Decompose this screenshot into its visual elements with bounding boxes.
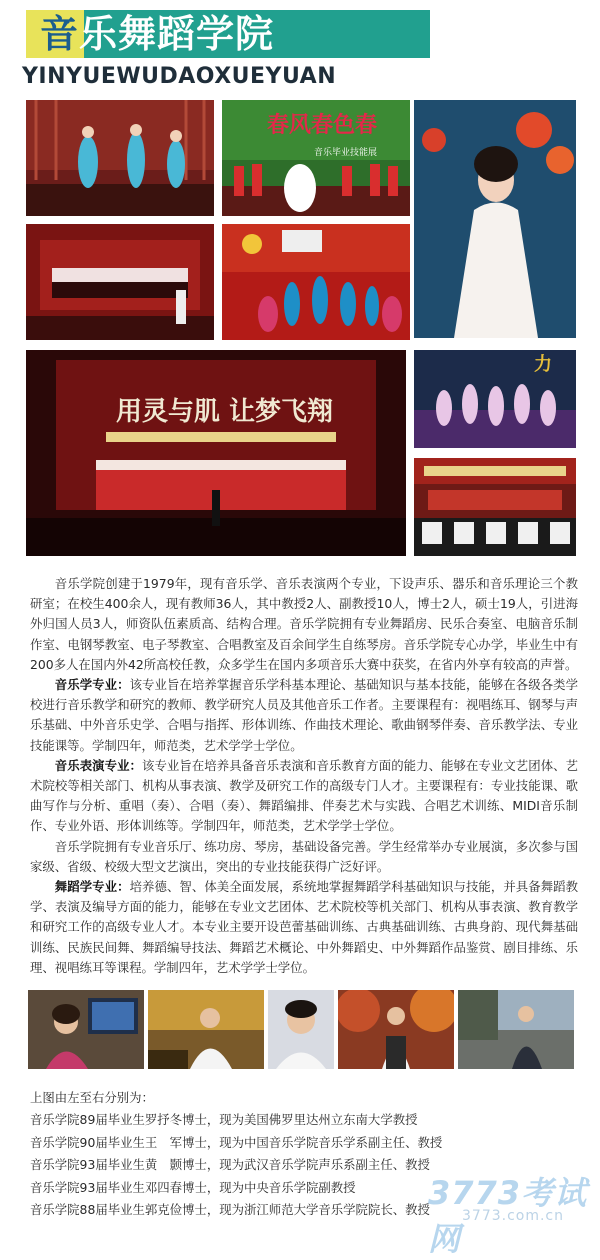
facilities-paragraph: 音乐学院拥有专业音乐厅、练功房、琴房，基础设备完善。学生经常举办专业展演，多次参与国家级、省级、校级大型文艺演出，突出的专业技能获得广泛好评。	[30, 838, 578, 874]
photo-dancers-stage	[26, 100, 214, 216]
photo-grand-choir-concert	[26, 350, 406, 556]
performance-paragraph	[30, 756, 578, 837]
alumni-photo-5	[458, 990, 574, 1069]
photo-banner-text: 春风春色春	[267, 113, 378, 138]
alumni-photo-2	[148, 990, 264, 1069]
alumni-photo-4	[338, 990, 454, 1069]
description-text	[30, 574, 578, 978]
page-title	[40, 11, 274, 57]
watermark-logo-text: 3773考试网	[428, 1174, 588, 1258]
intro-paragraph: 音乐学院创建于1979年，现有音乐学、音乐表演两个专业，下设声乐、器乐和音乐理论三个教研室；在校生400余人，现有教师36人，其中教授2人、副教授10人，博士2人，硕士19人，引进海外归国人员3人，师资队伍素质高、结构合理。音乐学院拥有专业舞蹈房、民乐合奏室、电脑音乐制作室、电钢琴教室、电子琴教室、合唱教室及百余间学生自练琴房。音乐学院专心办学，毕业生中有200多人在国内外42所高校任教，众多学生在国内多项音乐大赛中获奖，在省内外享有较高的声誉。	[30, 576, 578, 672]
title-rest: 乐舞蹈学院	[79, 12, 275, 56]
photo-banner-subtitle: 音乐毕业技能展	[314, 148, 378, 158]
performance-text: 该专业旨在培养具备音乐表演和音乐教育方面的能力、能够在专业文艺团体、艺术院校等相关部门、机构从事表演、教学及研究工作的高级专门人才。主要课程有：专业技能课、歌曲写作与分析、重唱（奏）、合唱（奏）、舞蹈编排、伴奏艺术与实践、合唱艺术训练、MIDI音乐制作、专业外语、形体训练等。学制四年，师范类，艺术学学士学位。	[30, 757, 579, 834]
watermark-url: 3773.com.cn	[462, 1208, 564, 1224]
musicology-label: 音乐学专业：	[54, 677, 130, 693]
musicology-text: 该专业旨在培养掌握音乐学科基本理论、基础知识与基本技能，能够在各级各类学校进行音乐教学和研究的教师、教学研究人员及其他音乐工作者。主要课程有：视唱练耳、钢琴与声乐基础、中外音乐史学、合唱与指挥、形体训练、作曲技术理论、歌曲钢琴伴奏、音乐教学法、专业技能课等。学制四年，师范类，艺术学学士学位。	[30, 677, 579, 753]
site-watermark	[428, 1168, 598, 1258]
musicology-paragraph	[30, 675, 578, 756]
dance-paragraph	[30, 877, 578, 978]
title-bar	[26, 10, 430, 58]
performance-label: 音乐表演专业：	[54, 757, 143, 773]
caption-line: 音乐学院93届毕业生黄 颢博士，现为武汉音乐学院声乐系副主任、教授	[30, 1157, 430, 1173]
captions-intro: 上图由左至右分别为：	[30, 1090, 154, 1105]
svg-text:力: 力	[534, 354, 552, 375]
photo-dance-troupe	[414, 350, 576, 448]
caption-line: 音乐学院88届毕业生郭克俭博士，现为浙江师范大学音乐学院院长、教授	[30, 1202, 430, 1218]
photo-singer-white-dress	[414, 100, 576, 338]
dance-label: 舞蹈学专业：	[54, 879, 130, 895]
caption-line: 音乐学院93届毕业生邓四春博士，现为中央音乐学院副教授	[30, 1179, 356, 1195]
alumni-photo-3	[268, 990, 334, 1069]
photo-graduation-show	[222, 100, 410, 216]
dance-text: 培养德、智、体美全面发展，系统地掌握舞蹈学科基础知识与技能，并具备舞蹈教学、表演及编导方面的能力，能够在专业文艺团体、艺术院校等机关部门、机构从事表演、教育教学和研究工作的高级专业人才。本专业主要开设芭蕾基础训练、古典基础训练、古典身韵、现代舞基础训练、民族民间舞、舞蹈编导技法、舞蹈艺术概论、中外舞蹈史、中外舞蹈作品鉴赏、剧目排练、乐理、视唱练耳等课程。学制四年，艺术学学士学位。	[30, 879, 579, 975]
caption-line: 音乐学院89届毕业生罗抒冬博士，现为美国佛罗里达州立东南大学教授	[30, 1112, 418, 1128]
alumni-photo-1	[28, 990, 144, 1069]
pinyin-subtitle: YINYUEWUDAOXUEYUAN	[22, 64, 337, 89]
photo-party-dance	[222, 224, 410, 340]
photo-orchestra-concert	[414, 458, 576, 556]
title-first-char: 音	[40, 12, 80, 56]
caption-line: 音乐学院90届毕业生王 军博士，现为中国音乐学院音乐学系副主任、教授	[30, 1134, 443, 1150]
photo-concert-banner: 用灵与肌 让梦飞翔	[116, 397, 334, 427]
photo-choir-red-stage	[26, 224, 214, 340]
